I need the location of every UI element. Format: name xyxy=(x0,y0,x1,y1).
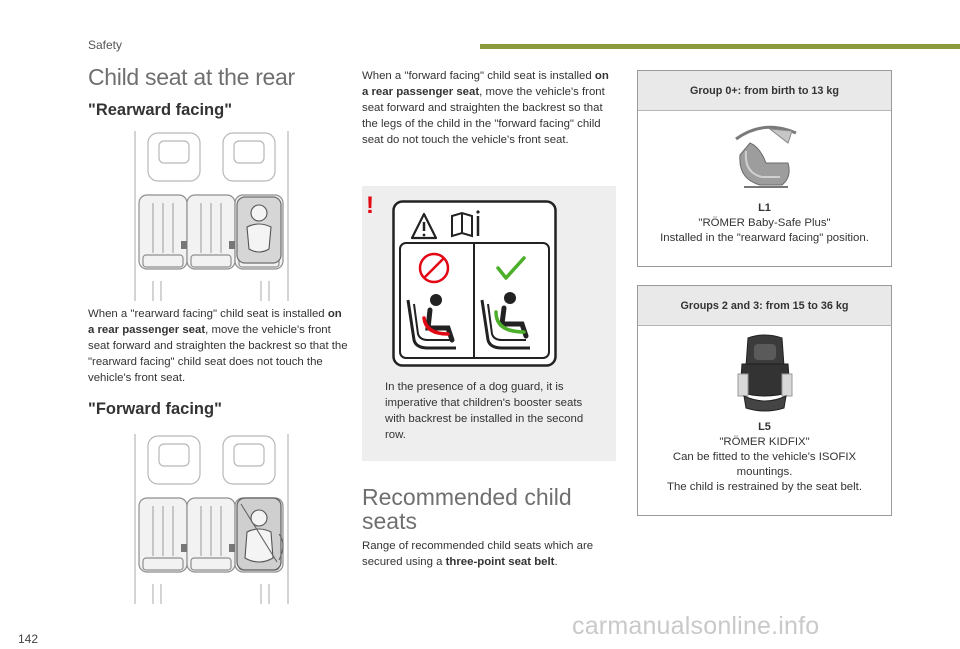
booster-seat-pictogram xyxy=(392,200,557,367)
forward-facing-text: When a "forward facing" child seat is installed on a rear passenger seat, move the vehicle's front seat forward and straighten the backrest so that the legs of the child in the "forward facing" child seat do not touch the vehicle's front seat. xyxy=(362,70,609,146)
card-header: Groups 2 and 3: from 15 to 36 kg xyxy=(638,286,891,326)
header-accent-bar xyxy=(480,44,960,49)
seat-name: "RÖMER Baby-Safe Plus" xyxy=(698,217,831,229)
seat-description: Installed in the "rearward facing" position. xyxy=(660,232,869,244)
seat-description: Can be fitted to the vehicle's ISOFIX mountings. xyxy=(672,451,857,478)
exclamation-icon: ! xyxy=(366,192,374,219)
rearward-facing-heading: "Rearward facing" xyxy=(88,101,233,119)
card-header: Group 0+: from birth to 13 kg xyxy=(638,71,891,111)
forward-facing-seat-diagram xyxy=(123,434,300,604)
page-number: 142 xyxy=(18,632,39,646)
seat-code: L1 xyxy=(758,202,771,214)
rearward-facing-text: When a "rearward facing" child seat is installed on a rear passenger seat, move the vehicle's front seat forward and straighten the backrest so that the "rearward facing" child seat does not touch the vehicle's front seat. xyxy=(88,308,348,384)
seat-name: "RÖMER KIDFIX" xyxy=(719,436,810,448)
child-seat-card-group-0 xyxy=(637,70,892,267)
seat-code: L5 xyxy=(758,421,771,433)
recommended-seats-text: Range of recommended child seats which are secured using a three-point seat belt. xyxy=(362,540,594,568)
seat-restraint-note: The child is restrained by the seat belt. xyxy=(666,481,862,493)
rearward-facing-seat-diagram xyxy=(123,131,300,301)
watermark: carmanualsonline.info xyxy=(572,612,820,640)
forward-facing-heading: "Forward facing" xyxy=(88,400,222,418)
section-label: Safety xyxy=(88,38,123,52)
child-seat-card-groups-2-3 xyxy=(637,285,892,516)
baby-carrier-image xyxy=(730,117,800,193)
booster-seat-image xyxy=(734,334,796,414)
recommended-seats-title: Recommended child seats xyxy=(362,484,572,534)
page-title: Child seat at the rear xyxy=(88,64,295,90)
warning-text: In the presence of a dog guard, it is imperative that children's booster seats with backrest be installed in the second row. xyxy=(385,381,584,441)
